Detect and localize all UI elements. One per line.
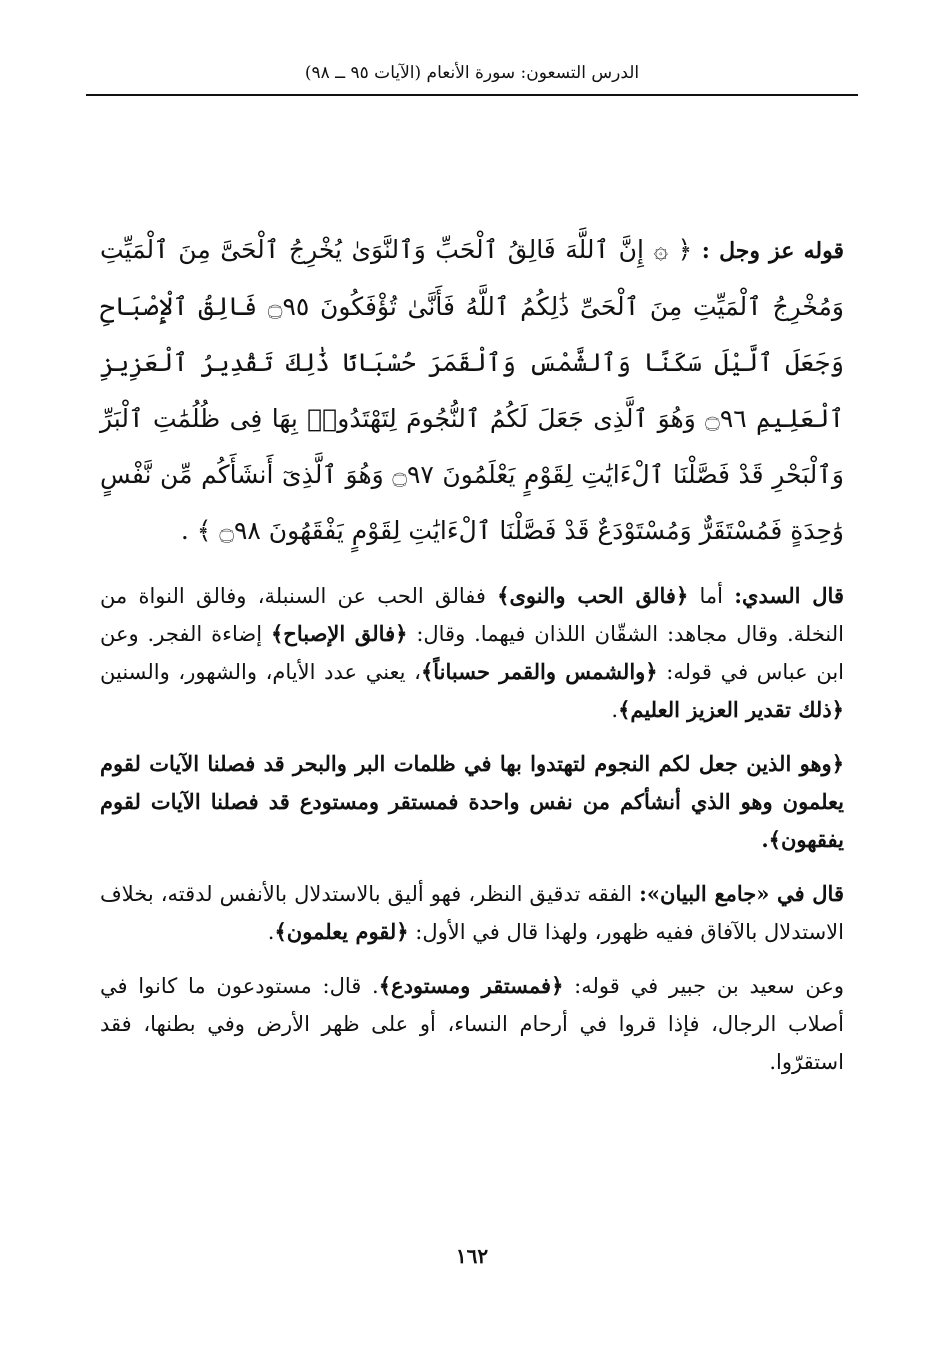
quran-verse-block [100, 222, 844, 559]
page-number: ١٦٢ [455, 1244, 489, 1268]
paragraph-suddi-lead: قال السدي: [734, 583, 844, 608]
paragraph-suddi-quote-2: ﴿فالق الإصباح﴾ [270, 621, 408, 646]
paragraph-said-text-2: . قال: مستودعون ما كانوا في أصلاب الرجال، فإذا قروا في أرحام النساء، أو على ظهر الأرض وفي بطنها، فقد استقرّوا. [100, 974, 844, 1074]
paragraph-suddi-text-3: إضاءة الفجر. وعن ابن عباس في قوله: [100, 622, 844, 684]
paragraph-suddi [100, 577, 844, 729]
paragraph-jami-quote: ﴿لقوم يعلمون﴾ [274, 919, 409, 944]
paragraph-jami-text: الفقه تدقيق النظر، فهو أليق بالاستدلال بالأنفس لدقته، بخلاف الاستدلال بالآفاق ففيه ظهور، ولهذا قال في الأول: [100, 882, 844, 944]
paragraph-said-text-1: وعن سعيد بن جبير في قوله: [563, 974, 844, 998]
verse-intro: قوله عز وجل : [701, 238, 844, 264]
paragraph-suddi-end: . [611, 698, 619, 722]
paragraph-suddi-text-2: ففالق الحب عن السنبلة، وفالق النواة من النخلة. وقال مجاهد: الشقّان اللذان فيهما. وقال: [100, 584, 844, 646]
paragraph-said-quote: ﴿فمستقر ومستودع﴾ [378, 973, 564, 998]
paragraph-suddi-quote-4: ﴿ذلك تقدير العزيز العليم﴾ [618, 697, 844, 722]
page-body [100, 222, 844, 1081]
paragraph-suddi-quote-1: ﴿فالق الحب والنوى﴾ [497, 583, 689, 608]
paragraph-suddi-text-4: ، يعني عدد الأيام، والشهور، والسنين [100, 660, 421, 684]
header-rule [86, 94, 858, 96]
paragraph-jami-albayan [100, 875, 844, 951]
running-header: الدرس التسعون: سورة الأنعام (الآيات ٩٥ ــ ٩٨) [304, 63, 640, 83]
paragraph-said-ibn-jubayr [100, 967, 844, 1081]
paragraph-suddi-text-1: أما [688, 584, 735, 608]
paragraph-suddi-quote-3: ﴿والشمس والقمر حسباناً﴾ [420, 659, 658, 684]
paragraph-verse-restated: ﴿وهو الذين جعل لكم النجوم لتهتدوا بها في ظلمات البر والبحر قد فصلنا الآيات لقوم يعلمون وهو الذي أنشأكم من نفس واحدة فمستقر ومستودع قد فصلنا الآيات لقوم يفقهون﴾. [100, 751, 844, 852]
paragraph-jami-end: . [267, 920, 275, 944]
verse-text: ﴿ ۞ إِنَّ ٱللَّهَ فَالِقُ ٱلْحَبِّ وَٱلنَّوَىٰ يُخْرِجُ ٱلْحَىَّ مِنَ ٱلْمَيِّتِ وَمُخْرِجُ ٱلْمَيِّتِ مِنَ ٱلْحَىِّ ذَٰلِكُمُ ٱللَّهُ فَأَنَّىٰ تُؤْفَكُونَ ۝٩٥ فَالِقُ ٱلْإِصْبَاحِ وَجَعَلَ ٱلَّيْلَ سَكَنًا وَٱلشَّمْسَ وَٱلْقَمَرَ حُسْبَانًا ذَٰلِكَ تَقْدِيرُ ٱلْعَزِيزِ ٱلْعَلِيمِ ۝٩٦ وَهُوَ ٱلَّذِى جَعَلَ لَكُمُ ٱلنُّجُومَ لِتَهْتَدُوا۟ بِهَا فِى ظُلُمَٰتِ ٱلْبَرِّ وَٱلْبَحْرِ قَدْ فَصَّلْنَا ٱلْءَايَٰتِ لِقَوْمٍ يَعْلَمُونَ ۝٩٧ وَهُوَ ٱلَّذِىٓ أَنشَأَكُم مِّن نَّفْسٍ وَٰحِدَةٍ فَمُسْتَقَرٌّ وَمُسْتَوْدَعٌ قَدْ فَصَّلْنَا ٱلْءَايَٰتِ لِقَوْمٍ يَفْقَهُونَ ۝٩٨ ﴾ . [100, 235, 845, 545]
paragraph-jami-lead: قال في «جامع البيان»: [639, 881, 844, 906]
